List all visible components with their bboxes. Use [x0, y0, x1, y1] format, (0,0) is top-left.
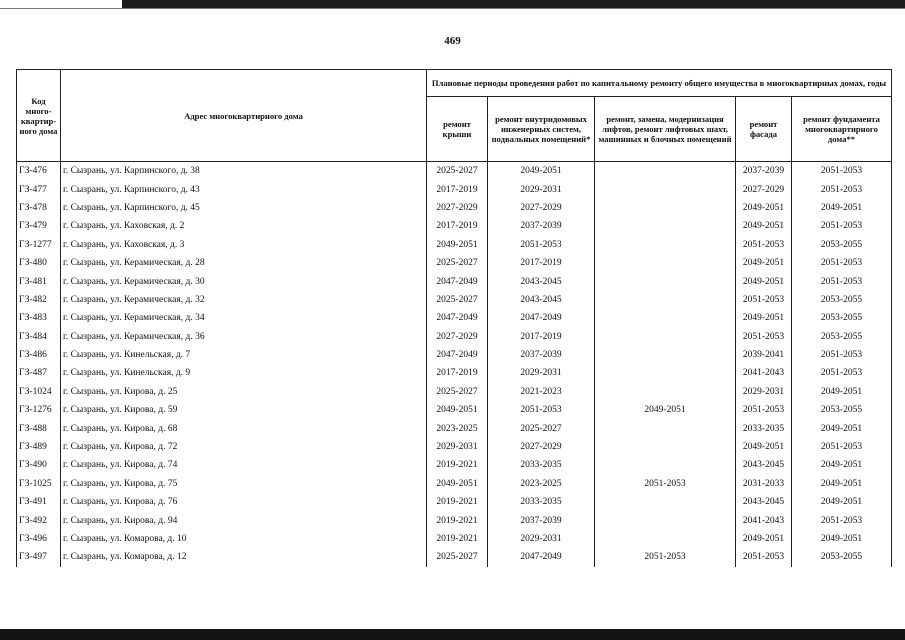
page-number: 469 — [444, 35, 461, 47]
roof-period-cell: 2025-2027 — [427, 548, 488, 566]
address-cell: г. Сызрань, ул. Карпинского, д. 38 — [61, 162, 427, 181]
roof-period-cell: 2019-2021 — [427, 511, 488, 529]
scan-top-edge — [122, 0, 905, 8]
foundation-period-cell: 2051-2053 — [792, 511, 892, 529]
address-cell: г. Сызрань, ул. Кирова, д. 25 — [61, 383, 427, 401]
facade-period-cell: 2043-2045 — [736, 456, 792, 474]
code-cell: ГЗ-491 — [17, 493, 61, 511]
table-row — [17, 419, 892, 437]
elevator-period-cell — [595, 383, 736, 401]
foundation-period-cell: 2049-2051 — [792, 199, 892, 217]
facade-period-cell: 2049-2051 — [736, 217, 792, 235]
address-cell: г. Сызрань, ул. Керамическая, д. 28 — [61, 254, 427, 272]
code-cell: ГЗ-476 — [17, 162, 61, 181]
engineering-period-cell: 2047-2049 — [488, 548, 595, 566]
facade-period-cell: 2049-2051 — [736, 309, 792, 327]
code-cell: ГЗ-497 — [17, 548, 61, 566]
code-cell: ГЗ-480 — [17, 254, 61, 272]
address-cell: г. Сызрань, ул. Кирова, д. 72 — [61, 438, 427, 456]
foundation-period-cell: 2053-2055 — [792, 401, 892, 419]
roof-period-cell: 2017-2019 — [427, 217, 488, 235]
elevator-period-cell — [595, 511, 736, 529]
code-cell: ГЗ-1024 — [17, 383, 61, 401]
facade-period-cell: 2029-2031 — [736, 383, 792, 401]
facade-period-cell: 2031-2033 — [736, 475, 792, 493]
foundation-period-cell: 2049-2051 — [792, 419, 892, 437]
roof-period-cell: 2047-2049 — [427, 309, 488, 327]
roof-period-cell: 2019-2021 — [427, 530, 488, 548]
table-row — [17, 272, 892, 290]
engineering-period-cell: 2029-2031 — [488, 364, 595, 382]
roof-period-cell: 2025-2027 — [427, 291, 488, 309]
code-cell: ГЗ-482 — [17, 291, 61, 309]
code-cell: ГЗ-489 — [17, 438, 61, 456]
elevator-period-cell — [595, 217, 736, 235]
foundation-period-cell: 2049-2051 — [792, 383, 892, 401]
table-row — [17, 309, 892, 327]
header-code: Код много-квартир-ного дома — [17, 70, 61, 162]
code-cell: ГЗ-478 — [17, 199, 61, 217]
facade-period-cell: 2049-2051 — [736, 254, 792, 272]
facade-period-cell: 2051-2053 — [736, 236, 792, 254]
foundation-period-cell: 2053-2055 — [792, 309, 892, 327]
address-cell: г. Сызрань, ул. Кирова, д. 59 — [61, 401, 427, 419]
roof-period-cell: 2025-2027 — [427, 383, 488, 401]
repair-schedule-table — [16, 69, 892, 567]
address-cell: г. Сызрань, ул. Комарова, д. 10 — [61, 530, 427, 548]
elevator-period-cell — [595, 272, 736, 290]
code-cell: ГЗ-477 — [17, 180, 61, 198]
table-row — [17, 548, 892, 566]
address-cell: г. Сызрань, ул. Керамическая, д. 32 — [61, 291, 427, 309]
facade-period-cell: 2041-2043 — [736, 364, 792, 382]
elevator-period-cell: 2051-2053 — [595, 475, 736, 493]
code-cell: ГЗ-490 — [17, 456, 61, 474]
roof-period-cell: 2025-2027 — [427, 254, 488, 272]
header-address: Адрес многоквартирного дома — [61, 70, 427, 162]
facade-period-cell: 2049-2051 — [736, 199, 792, 217]
code-cell: ГЗ-1277 — [17, 236, 61, 254]
address-cell: г. Сызрань, ул. Каховская, д. 2 — [61, 217, 427, 235]
foundation-period-cell: 2051-2053 — [792, 180, 892, 198]
table-row — [17, 438, 892, 456]
header-roof: ремонт крыши — [427, 97, 488, 162]
header-foundation: ремонт фундамента многоквартирного дома** — [792, 97, 892, 162]
roof-period-cell: 2017-2019 — [427, 180, 488, 198]
facade-period-cell: 2043-2045 — [736, 493, 792, 511]
engineering-period-cell: 2021-2023 — [488, 383, 595, 401]
elevator-period-cell — [595, 162, 736, 181]
scan-top-line — [0, 8, 905, 9]
elevator-period-cell — [595, 438, 736, 456]
roof-period-cell: 2027-2029 — [427, 328, 488, 346]
facade-period-cell: 2027-2029 — [736, 180, 792, 198]
roof-period-cell: 2049-2051 — [427, 475, 488, 493]
engineering-period-cell: 2037-2039 — [488, 217, 595, 235]
facade-period-cell: 2033-2035 — [736, 419, 792, 437]
foundation-period-cell: 2053-2055 — [792, 548, 892, 566]
facade-period-cell: 2051-2053 — [736, 328, 792, 346]
elevator-period-cell — [595, 291, 736, 309]
elevator-period-cell: 2051-2053 — [595, 548, 736, 566]
elevator-period-cell — [595, 456, 736, 474]
foundation-period-cell: 2049-2051 — [792, 456, 892, 474]
facade-period-cell: 2049-2051 — [736, 272, 792, 290]
scan-bottom-edge — [0, 629, 905, 640]
engineering-period-cell: 2047-2049 — [488, 309, 595, 327]
address-cell: г. Сызрань, ул. Керамическая, д. 36 — [61, 328, 427, 346]
elevator-period-cell — [595, 236, 736, 254]
foundation-period-cell: 2049-2051 — [792, 530, 892, 548]
elevator-period-cell — [595, 254, 736, 272]
elevator-period-cell — [595, 309, 736, 327]
roof-period-cell: 2025-2027 — [427, 162, 488, 181]
foundation-period-cell: 2051-2053 — [792, 254, 892, 272]
engineering-period-cell: 2043-2045 — [488, 272, 595, 290]
roof-period-cell: 2023-2025 — [427, 419, 488, 437]
facade-period-cell: 2051-2053 — [736, 548, 792, 566]
facade-period-cell: 2051-2053 — [736, 401, 792, 419]
address-cell: г. Сызрань, ул. Каховская, д. 3 — [61, 236, 427, 254]
facade-period-cell: 2037-2039 — [736, 162, 792, 181]
code-cell: ГЗ-492 — [17, 511, 61, 529]
table-row — [17, 199, 892, 217]
engineering-period-cell: 2033-2035 — [488, 493, 595, 511]
header-elevators: ремонт, замена, модернизация лифтов, ремонт лифтовых шахт, машинных и блочных помещений — [595, 97, 736, 162]
code-cell: ГЗ-486 — [17, 346, 61, 364]
address-cell: г. Сызрань, ул. Кирова, д. 68 — [61, 419, 427, 437]
roof-period-cell: 2049-2051 — [427, 236, 488, 254]
header-facade: ремонт фасада — [736, 97, 792, 162]
roof-period-cell: 2047-2049 — [427, 346, 488, 364]
foundation-period-cell: 2049-2051 — [792, 475, 892, 493]
address-cell: г. Сызрань, ул. Кирова, д. 75 — [61, 475, 427, 493]
address-cell: г. Сызрань, ул. Кинельская, д. 7 — [61, 346, 427, 364]
elevator-period-cell — [595, 530, 736, 548]
table-row — [17, 530, 892, 548]
table-body — [17, 162, 892, 567]
table-row — [17, 511, 892, 529]
elevator-period-cell — [595, 364, 736, 382]
foundation-period-cell: 2051-2053 — [792, 272, 892, 290]
engineering-period-cell: 2023-2025 — [488, 475, 595, 493]
table-row — [17, 401, 892, 419]
foundation-period-cell: 2051-2053 — [792, 346, 892, 364]
engineering-period-cell: 2025-2027 — [488, 419, 595, 437]
roof-period-cell: 2029-2031 — [427, 438, 488, 456]
foundation-period-cell: 2049-2051 — [792, 493, 892, 511]
engineering-period-cell: 2037-2039 — [488, 511, 595, 529]
table-row — [17, 162, 892, 181]
facade-period-cell: 2049-2051 — [736, 530, 792, 548]
header-engineering: ремонт внутридомовых инженерных систем, подвальных помещений* — [488, 97, 595, 162]
table-row — [17, 475, 892, 493]
foundation-period-cell: 2053-2055 — [792, 291, 892, 309]
engineering-period-cell: 2017-2019 — [488, 254, 595, 272]
address-cell: г. Сызрань, ул. Кирова, д. 76 — [61, 493, 427, 511]
table-header — [17, 70, 892, 162]
foundation-period-cell: 2051-2053 — [792, 364, 892, 382]
address-cell: г. Сызрань, ул. Кирова, д. 94 — [61, 511, 427, 529]
engineering-period-cell: 2049-2051 — [488, 162, 595, 181]
code-cell: ГЗ-481 — [17, 272, 61, 290]
engineering-period-cell: 2029-2031 — [488, 530, 595, 548]
elevator-period-cell — [595, 199, 736, 217]
roof-period-cell: 2027-2029 — [427, 199, 488, 217]
elevator-period-cell — [595, 419, 736, 437]
foundation-period-cell: 2051-2053 — [792, 162, 892, 181]
facade-period-cell: 2051-2053 — [736, 291, 792, 309]
code-cell: ГЗ-487 — [17, 364, 61, 382]
roof-period-cell: 2017-2019 — [427, 364, 488, 382]
table-row — [17, 217, 892, 235]
table-row — [17, 291, 892, 309]
engineering-period-cell: 2027-2029 — [488, 199, 595, 217]
engineering-period-cell: 2027-2029 — [488, 438, 595, 456]
code-cell: ГЗ-479 — [17, 217, 61, 235]
address-cell: г. Сызрань, ул. Комарова, д. 12 — [61, 548, 427, 566]
engineering-period-cell: 2051-2053 — [488, 236, 595, 254]
roof-period-cell: 2047-2049 — [427, 272, 488, 290]
table-row — [17, 328, 892, 346]
header-periods-group: Плановые периоды проведения работ по капитальному ремонту общего имущества в многоквартирных домах, годы — [427, 70, 892, 97]
engineering-period-cell: 2029-2031 — [488, 180, 595, 198]
code-cell: ГЗ-1276 — [17, 401, 61, 419]
code-cell: ГЗ-483 — [17, 309, 61, 327]
address-cell: г. Сызрань, ул. Кинельская, д. 9 — [61, 364, 427, 382]
code-cell: ГЗ-496 — [17, 530, 61, 548]
address-cell: г. Сызрань, ул. Керамическая, д. 30 — [61, 272, 427, 290]
elevator-period-cell — [595, 346, 736, 364]
roof-period-cell: 2019-2021 — [427, 493, 488, 511]
code-cell: ГЗ-488 — [17, 419, 61, 437]
facade-period-cell: 2039-2041 — [736, 346, 792, 364]
table-row — [17, 383, 892, 401]
code-cell: ГЗ-484 — [17, 328, 61, 346]
engineering-period-cell: 2017-2019 — [488, 328, 595, 346]
foundation-period-cell: 2051-2053 — [792, 438, 892, 456]
elevator-period-cell: 2049-2051 — [595, 401, 736, 419]
address-cell: г. Сызрань, ул. Керамическая, д. 34 — [61, 309, 427, 327]
engineering-period-cell: 2037-2039 — [488, 346, 595, 364]
address-cell: г. Сызрань, ул. Карпинского, д. 45 — [61, 199, 427, 217]
elevator-period-cell — [595, 180, 736, 198]
elevator-period-cell — [595, 493, 736, 511]
foundation-period-cell: 2051-2053 — [792, 217, 892, 235]
code-cell: ГЗ-1025 — [17, 475, 61, 493]
elevator-period-cell — [595, 328, 736, 346]
table-row — [17, 236, 892, 254]
address-cell: г. Сызрань, ул. Карпинского, д. 43 — [61, 180, 427, 198]
foundation-period-cell: 2053-2055 — [792, 328, 892, 346]
engineering-period-cell: 2043-2045 — [488, 291, 595, 309]
header-row-1 — [17, 70, 892, 97]
roof-period-cell: 2019-2021 — [427, 456, 488, 474]
facade-period-cell: 2041-2043 — [736, 511, 792, 529]
table-row — [17, 456, 892, 474]
table-row — [17, 254, 892, 272]
address-cell: г. Сызрань, ул. Кирова, д. 74 — [61, 456, 427, 474]
engineering-period-cell: 2051-2053 — [488, 401, 595, 419]
table-row — [17, 180, 892, 198]
table-row — [17, 346, 892, 364]
facade-period-cell: 2049-2051 — [736, 438, 792, 456]
foundation-period-cell: 2053-2055 — [792, 236, 892, 254]
table-row — [17, 364, 892, 382]
engineering-period-cell: 2033-2035 — [488, 456, 595, 474]
table-row — [17, 493, 892, 511]
roof-period-cell: 2049-2051 — [427, 401, 488, 419]
